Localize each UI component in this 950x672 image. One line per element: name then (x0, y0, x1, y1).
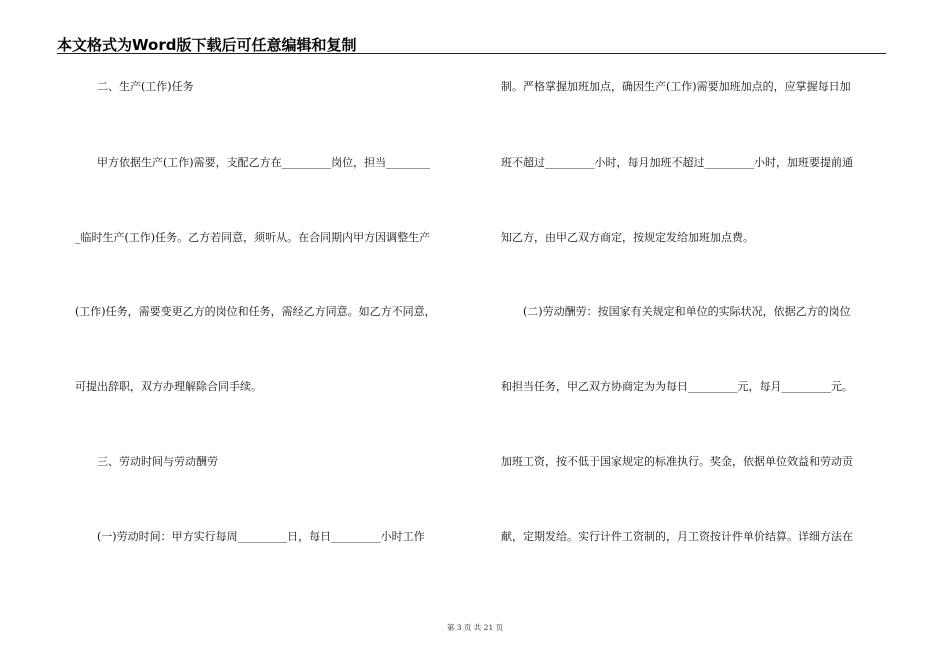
left-line-1: 二、生产(工作)任务 (75, 80, 194, 93)
right-line-4: (二)劳动酬劳：按国家有关规定和单位的实际状况，依据乙方的岗位 (501, 305, 851, 318)
page-number-footer: 第 3 页 共 21 页 (446, 623, 504, 632)
header-rule (57, 53, 886, 54)
left-line-2: 甲方依据生产(工作)需要，支配乙方在_________岗位，担当________ (75, 156, 431, 169)
right-line-5: 和担当任务，甲乙双方协商定为为每日_________元，每月_________元。 (501, 380, 853, 393)
right-line-3: 知乙方，由甲乙双方商定，按规定发给加班加点费。 (501, 231, 754, 244)
document-banner: 本文格式为Word版下载后可任意编辑和复制 (57, 36, 357, 54)
left-line-3: _临时生产(工作)任务。乙方若同意，须听从。在合同期内甲方因调整生产 (75, 231, 431, 244)
right-line-7: 献，定期发给。实行计件工资制的，月工资按计件单价结算。详细方法在 (501, 530, 853, 543)
left-line-4: (工作)任务，需要变更乙方的岗位和任务，需经乙方同意。如乙方不同意， (75, 305, 436, 318)
left-line-5: 可提出辞职，双方办理解除合同手续。 (75, 380, 262, 393)
right-line-6: 加班工资，按不低于国家规定的标准执行。奖金，依据单位效益和劳动贡 (501, 455, 853, 468)
right-line-1: 制。严格掌握加班加点，确因生产(工作)需要加班加点的，应掌握每日加 (501, 80, 851, 93)
left-line-6: 三、劳动时间与劳动酬劳 (75, 455, 218, 468)
left-line-7: (一)劳动时间：甲方实行每周_________日，每日_________小时工作 (75, 530, 425, 543)
right-line-2: 班不超过_________小时，每月加班不超过_________小时，加班要提前通 (501, 156, 853, 169)
